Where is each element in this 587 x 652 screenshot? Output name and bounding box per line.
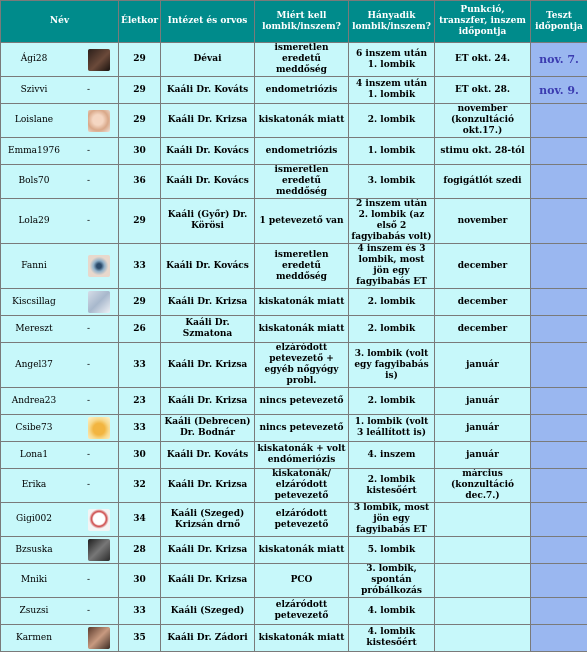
user-name: Lola29 — [5, 216, 63, 227]
user-name: Mereszt — [5, 324, 63, 335]
table-row — [1, 415, 587, 442]
empty-avatar-dash: - — [63, 176, 114, 187]
cell-eletkor: 30 — [119, 138, 161, 165]
header-eletkor: Életkor — [119, 1, 161, 43]
cell-eletkor: 26 — [119, 316, 161, 343]
user-name: Emma1976 — [5, 146, 63, 157]
cell-miert: ismeretlen eredetű meddőség — [255, 43, 349, 77]
user-name: Erika — [5, 480, 63, 491]
user-name: Fanni — [5, 261, 63, 272]
cell-intezet: Kaáli Dr. Krizsa — [161, 104, 255, 138]
cell-punkcio: december — [435, 316, 531, 343]
cell-miert: kiskatonák + volt endómeriózis — [255, 442, 349, 469]
avatar — [88, 255, 110, 277]
table-row — [1, 165, 587, 199]
user-name: Bzsuska — [5, 545, 63, 556]
table-row — [1, 199, 587, 244]
cell-miert: elzáródott petevezető — [255, 598, 349, 625]
empty-avatar-dash: - — [63, 396, 114, 407]
cell-intezet: Kaáli Dr. Krizsa — [161, 343, 255, 388]
cell-punkcio: november — [435, 199, 531, 244]
cell-nev — [1, 598, 119, 625]
avatar — [88, 110, 110, 132]
header-punkcio: Punkció, transzfer, inszem időpontja — [435, 1, 531, 43]
cell-eletkor: 32 — [119, 469, 161, 503]
empty-avatar-dash: - — [63, 450, 114, 461]
user-name: Csibe73 — [5, 423, 63, 434]
cell-hanyadik: 3. lombik (volt egy fagyibabás is) — [349, 343, 435, 388]
table-row — [1, 598, 587, 625]
cell-nev — [1, 388, 119, 415]
cell-punkcio: ET okt. 28. — [435, 77, 531, 104]
header-hanyadik: Hányadik lombik/inszem? — [349, 1, 435, 43]
cell-teszt — [531, 104, 587, 138]
cell-hanyadik: 4 inszem és 3 lombik, most jön egy fagyibabás ET — [349, 244, 435, 289]
cell-intezet: Kaáli Dr. Zádori — [161, 625, 255, 652]
empty-avatar-dash: - — [63, 146, 114, 157]
cell-teszt — [531, 138, 587, 165]
cell-teszt — [531, 625, 587, 652]
cell-miert: PCO — [255, 564, 349, 598]
cell-nev — [1, 343, 119, 388]
cell-teszt: nov. 7. — [531, 43, 587, 77]
table-row — [1, 316, 587, 343]
cell-eletkor: 36 — [119, 165, 161, 199]
cell-intezet: Kaáli (Szeged) — [161, 598, 255, 625]
cell-nev — [1, 316, 119, 343]
cell-nev — [1, 289, 119, 316]
user-name: Andrea23 — [5, 396, 63, 407]
cell-punkcio — [435, 537, 531, 564]
cell-nev — [1, 244, 119, 289]
cell-nev — [1, 77, 119, 104]
cell-miert: endometriózis — [255, 77, 349, 104]
cell-intezet: Kaáli Dr. Kováts — [161, 442, 255, 469]
cell-intezet: Kaáli (Debrecen) Dr. Bodnár — [161, 415, 255, 442]
empty-avatar-dash: - — [63, 324, 114, 335]
header-nev: Név — [1, 1, 119, 43]
cell-miert: 1 petevezető van — [255, 199, 349, 244]
cell-punkcio: december — [435, 289, 531, 316]
table-row — [1, 244, 587, 289]
table-row — [1, 104, 587, 138]
cell-punkcio — [435, 564, 531, 598]
avatar — [88, 627, 110, 649]
cell-miert: ismeretlen eredetű meddőség — [255, 165, 349, 199]
cell-eletkor: 33 — [119, 343, 161, 388]
user-name: Mniki — [5, 575, 63, 586]
cell-punkcio: március (konzultáció dec.7.) — [435, 469, 531, 503]
cell-miert: kiskatonák miatt — [255, 289, 349, 316]
avatar — [88, 49, 110, 71]
empty-avatar-dash: - — [63, 606, 114, 617]
cell-hanyadik: 2. lombik — [349, 289, 435, 316]
user-name: Zsuzsi — [5, 606, 63, 617]
cell-punkcio — [435, 598, 531, 625]
table-row — [1, 564, 587, 598]
cell-intezet: Kaáli (Szeged) Krizsán drnő — [161, 503, 255, 537]
cell-eletkor: 29 — [119, 199, 161, 244]
cell-intezet: Kaáli Dr. Kovács — [161, 138, 255, 165]
cell-teszt — [531, 537, 587, 564]
cell-nev — [1, 442, 119, 469]
cell-teszt — [531, 316, 587, 343]
avatar — [88, 291, 110, 313]
cell-hanyadik: 4. inszem — [349, 442, 435, 469]
cell-nev — [1, 138, 119, 165]
cell-punkcio: ET okt. 24. — [435, 43, 531, 77]
cell-nev — [1, 199, 119, 244]
cell-intezet: Dévai — [161, 43, 255, 77]
table-body — [1, 43, 587, 652]
cell-eletkor: 28 — [119, 537, 161, 564]
cell-miert: kiskatonák miatt — [255, 316, 349, 343]
cell-hanyadik: 3. lombik — [349, 165, 435, 199]
cell-teszt — [531, 289, 587, 316]
cell-hanyadik: 2. lombik kistesőért — [349, 469, 435, 503]
avatar — [88, 509, 110, 531]
cell-miert: kiskatonák/ elzáródott petevezető — [255, 469, 349, 503]
table-row — [1, 43, 587, 77]
cell-teszt — [531, 199, 587, 244]
cell-hanyadik: 5. lombik — [349, 537, 435, 564]
cell-miert: elzáródott petevezető — [255, 503, 349, 537]
cell-hanyadik: 1. lombik — [349, 138, 435, 165]
header-row — [1, 1, 587, 43]
cell-nev — [1, 503, 119, 537]
cell-punkcio: január — [435, 343, 531, 388]
empty-avatar-dash: - — [63, 480, 114, 491]
cell-hanyadik: 2 inszem után 2. lombik (az első 2 fagyibabás volt) — [349, 199, 435, 244]
cell-intezet: Kaáli Dr. Krizsa — [161, 537, 255, 564]
cell-eletkor: 29 — [119, 43, 161, 77]
cell-teszt — [531, 244, 587, 289]
cell-intezet: Kaáli Dr. Kováts — [161, 77, 255, 104]
table-row — [1, 625, 587, 652]
header-teszt: Teszt időpontja — [531, 1, 587, 43]
table-row — [1, 537, 587, 564]
cell-miert: ismeretlen eredetű meddőség — [255, 244, 349, 289]
cell-hanyadik: 6 inszem után 1. lombik — [349, 43, 435, 77]
cell-nev — [1, 537, 119, 564]
cell-punkcio: január — [435, 415, 531, 442]
cell-hanyadik: 2. lombik — [349, 388, 435, 415]
cell-miert: elzáródott petevezető + egyéb nőgyógy probl. — [255, 343, 349, 388]
cell-eletkor: 29 — [119, 104, 161, 138]
cell-teszt — [531, 442, 587, 469]
table-row — [1, 469, 587, 503]
header-intezet: Intézet és orvos — [161, 1, 255, 43]
cell-intezet: Kaáli (Győr) Dr. Körösi — [161, 199, 255, 244]
cell-miert: kiskatonák miatt — [255, 104, 349, 138]
cell-nev — [1, 165, 119, 199]
header-miert: Miért kell lombik/inszem? — [255, 1, 349, 43]
cell-intezet: Kaáli Dr. Krizsa — [161, 289, 255, 316]
table-row — [1, 289, 587, 316]
cell-hanyadik: 3 lombik, most jön egy fagyibabás ET — [349, 503, 435, 537]
user-name: Kiscsillag — [5, 297, 63, 308]
cell-eletkor: 30 — [119, 564, 161, 598]
cell-eletkor: 33 — [119, 244, 161, 289]
cell-teszt — [531, 343, 587, 388]
cell-nev — [1, 415, 119, 442]
cell-intezet: Kaáli Dr. Krizsa — [161, 469, 255, 503]
cell-hanyadik: 3. lombik, spontán próbálkozás — [349, 564, 435, 598]
user-name: Szivvi — [5, 85, 63, 96]
cell-intezet: Kaáli Dr. Kovács — [161, 244, 255, 289]
cell-nev — [1, 469, 119, 503]
cell-punkcio: január — [435, 388, 531, 415]
cell-hanyadik: 4. lombik kistesőért — [349, 625, 435, 652]
cell-eletkor: 23 — [119, 388, 161, 415]
cell-teszt — [531, 388, 587, 415]
cell-intezet: Kaáli Dr. Krizsa — [161, 564, 255, 598]
cell-eletkor: 29 — [119, 289, 161, 316]
cell-miert: nincs petevezető — [255, 415, 349, 442]
cell-hanyadik: 2. lombik — [349, 104, 435, 138]
empty-avatar-dash: - — [63, 85, 114, 96]
cell-hanyadik: 2. lombik — [349, 316, 435, 343]
cell-punkcio: fogigátlót szedi — [435, 165, 531, 199]
user-name: Karmen — [5, 633, 63, 644]
cell-eletkor: 35 — [119, 625, 161, 652]
cell-hanyadik: 4. lombik — [349, 598, 435, 625]
table-row — [1, 77, 587, 104]
cell-teszt — [531, 469, 587, 503]
cell-punkcio: november (konzultáció okt.17.) — [435, 104, 531, 138]
cell-miert: nincs petevezető — [255, 388, 349, 415]
user-name: Lona1 — [5, 450, 63, 461]
empty-avatar-dash: - — [63, 360, 114, 371]
cell-hanyadik: 4 inszem után 1. lombik — [349, 77, 435, 104]
cell-intezet: Kaáli Dr. Krizsa — [161, 388, 255, 415]
cell-intezet: Kaáli Dr. Kovács — [161, 165, 255, 199]
user-name: Angel37 — [5, 360, 63, 371]
empty-avatar-dash: - — [63, 575, 114, 586]
cell-punkcio: december — [435, 244, 531, 289]
cell-intezet: Kaáli Dr. Szmatona — [161, 316, 255, 343]
cell-eletkor: 34 — [119, 503, 161, 537]
cell-nev — [1, 43, 119, 77]
empty-avatar-dash: - — [63, 216, 114, 227]
cell-eletkor: 33 — [119, 598, 161, 625]
cell-eletkor: 30 — [119, 442, 161, 469]
cell-teszt — [531, 564, 587, 598]
avatar — [88, 539, 110, 561]
cell-teszt — [531, 165, 587, 199]
cell-punkcio — [435, 625, 531, 652]
cell-punkcio: január — [435, 442, 531, 469]
cell-nev — [1, 104, 119, 138]
table-row — [1, 442, 587, 469]
cell-eletkor: 33 — [119, 415, 161, 442]
cell-miert: kiskatonák miatt — [255, 537, 349, 564]
cell-nev — [1, 625, 119, 652]
table-row — [1, 138, 587, 165]
table-row — [1, 388, 587, 415]
cell-miert: kiskatonák miatt — [255, 625, 349, 652]
cell-nev — [1, 564, 119, 598]
user-name: Ági28 — [5, 54, 63, 65]
cell-eletkor: 29 — [119, 77, 161, 104]
cell-punkcio: stimu okt. 28-tól — [435, 138, 531, 165]
cell-punkcio — [435, 503, 531, 537]
user-name: Loislane — [5, 115, 63, 126]
table-row — [1, 343, 587, 388]
avatar — [88, 417, 110, 439]
cell-teszt: nov. 9. — [531, 77, 587, 104]
cell-miert: endometriózis — [255, 138, 349, 165]
cell-teszt — [531, 415, 587, 442]
cell-hanyadik: 1. lombik (volt 3 leállított is) — [349, 415, 435, 442]
table-row — [1, 503, 587, 537]
user-name: Bols70 — [5, 176, 63, 187]
cell-teszt — [531, 503, 587, 537]
cell-teszt — [531, 598, 587, 625]
user-name: Gigi002 — [5, 514, 63, 525]
